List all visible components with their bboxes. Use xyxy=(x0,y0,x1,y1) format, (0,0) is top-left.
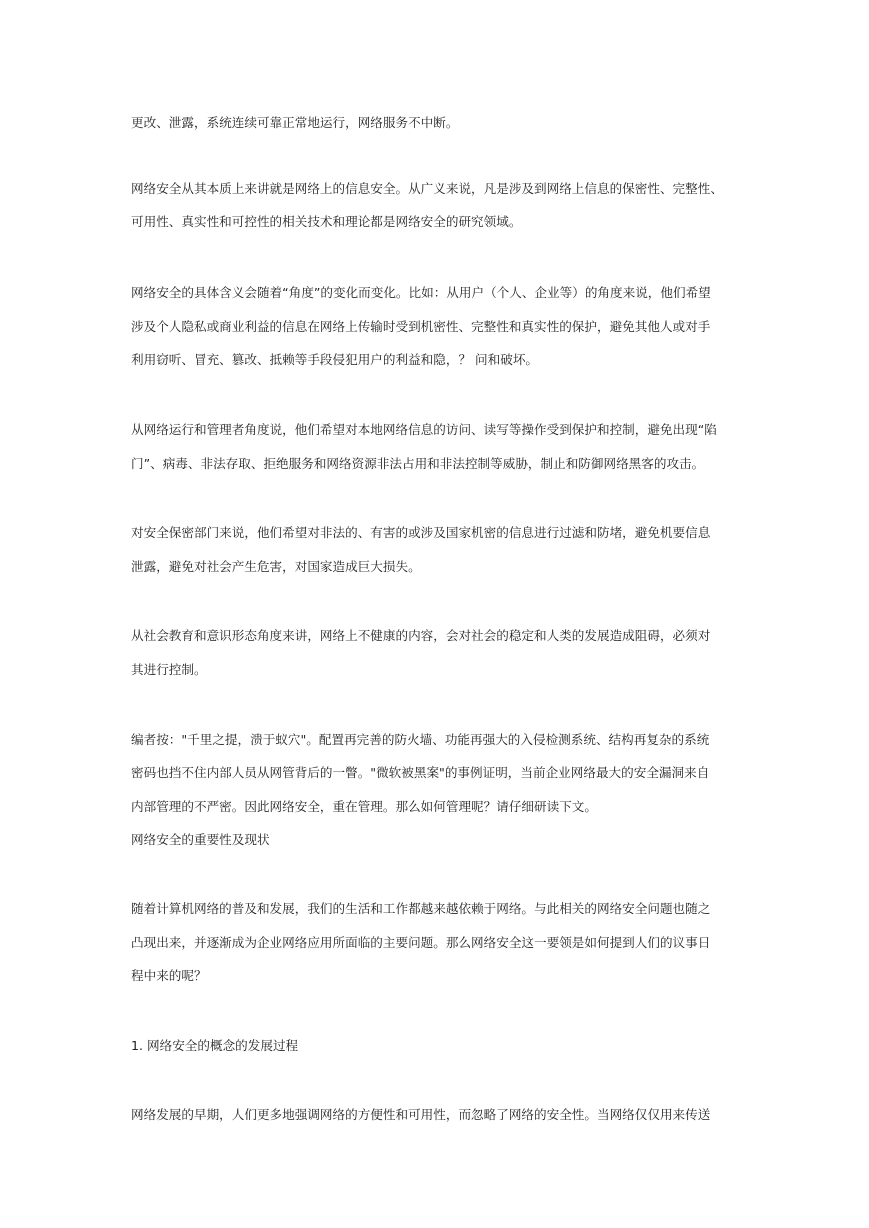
text-line: 可用性、真实性和可控性的相关技术和理论都是网络安全的研究领域。 xyxy=(131,214,522,229)
text-line: 门”、病毒、非法存取、拒绝服务和网络资源非法占用和非法控制等威胁，制止和防御网络黑客的攻击。 xyxy=(131,456,705,471)
subsection-heading: 1. 网络安全的概念的发展过程 xyxy=(131,1038,299,1053)
text-line: 对安全保密部门来说，他们希望对非法的、有害的或涉及国家机密的信息进行过滤和防堵，避免机要信息 xyxy=(131,525,711,540)
text-line: 凸现出来，并逐渐成为企业网络应用所面临的主要问题。那么网络安全这一要领是如何提到人们的议事日 xyxy=(131,935,711,950)
text-line: 网络发展的早期，人们更多地强调网络的方便性和可用性，而忽略了网络的安全性。当网络仅仅用来传送 xyxy=(131,1107,711,1122)
text-line: 编者按："千里之提，溃于蚁穴"。配置再完善的防火墙、功能再强大的入侵检测系统、结构再复杂的系统 xyxy=(131,732,710,747)
text-line: 网络安全的具体含义会随着“角度”的变化而变化。比如：从用户（个人、企业等）的角度来说，他们希望 xyxy=(131,285,711,300)
text-line: 内部管理的不严密。因此网络安全，重在管理。那么如何管理呢？请仔细研读下文。 xyxy=(131,799,597,814)
text-line: 网络安全从其本质上来讲就是网络上的信息安全。从广义来说，凡是涉及到网络上信息的保密性、完整性、 xyxy=(131,181,723,196)
text-line: 密码也挡不住内部人员从网管背后的一瞥。"微软被黑案"的事例证明，当前企业网络最大的安全漏洞来自 xyxy=(131,765,710,780)
text-line: 其进行控制。 xyxy=(131,662,207,677)
text-line: 从网络运行和管理者角度说，他们希望对本地网络信息的访问、读写等操作受到保护和控制，避免出现“陷 xyxy=(131,422,717,437)
text-line: 更改、泄露，系统连续可靠正常地运行，网络服务不中断。 xyxy=(131,115,459,130)
text-line: 涉及个人隐私或商业利益的信息在网络上传输时受到机密性、完整性和真实性的保护，避免其他人或对手 xyxy=(131,319,711,334)
text-line: 从社会教育和意识形态角度来讲，网络上不健康的内容，会对社会的稳定和人类的发展造成阻碍，必须对 xyxy=(131,628,711,643)
section-heading: 网络安全的重要性及现状 xyxy=(131,832,270,847)
text-line: 程中来的呢？ xyxy=(131,968,207,983)
text-line: 利用窃听、冒充、篡改、抵赖等手段侵犯用户的利益和隐，？ 问和破坏。 xyxy=(131,352,539,367)
text-line: 随着计算机网络的普及和发展，我们的生活和工作都越来越依赖于网络。与此相关的网络安全问题也随之 xyxy=(131,901,711,916)
text-line: 泄露，避免对社会产生危害，对国家造成巨大损失。 xyxy=(131,559,421,574)
